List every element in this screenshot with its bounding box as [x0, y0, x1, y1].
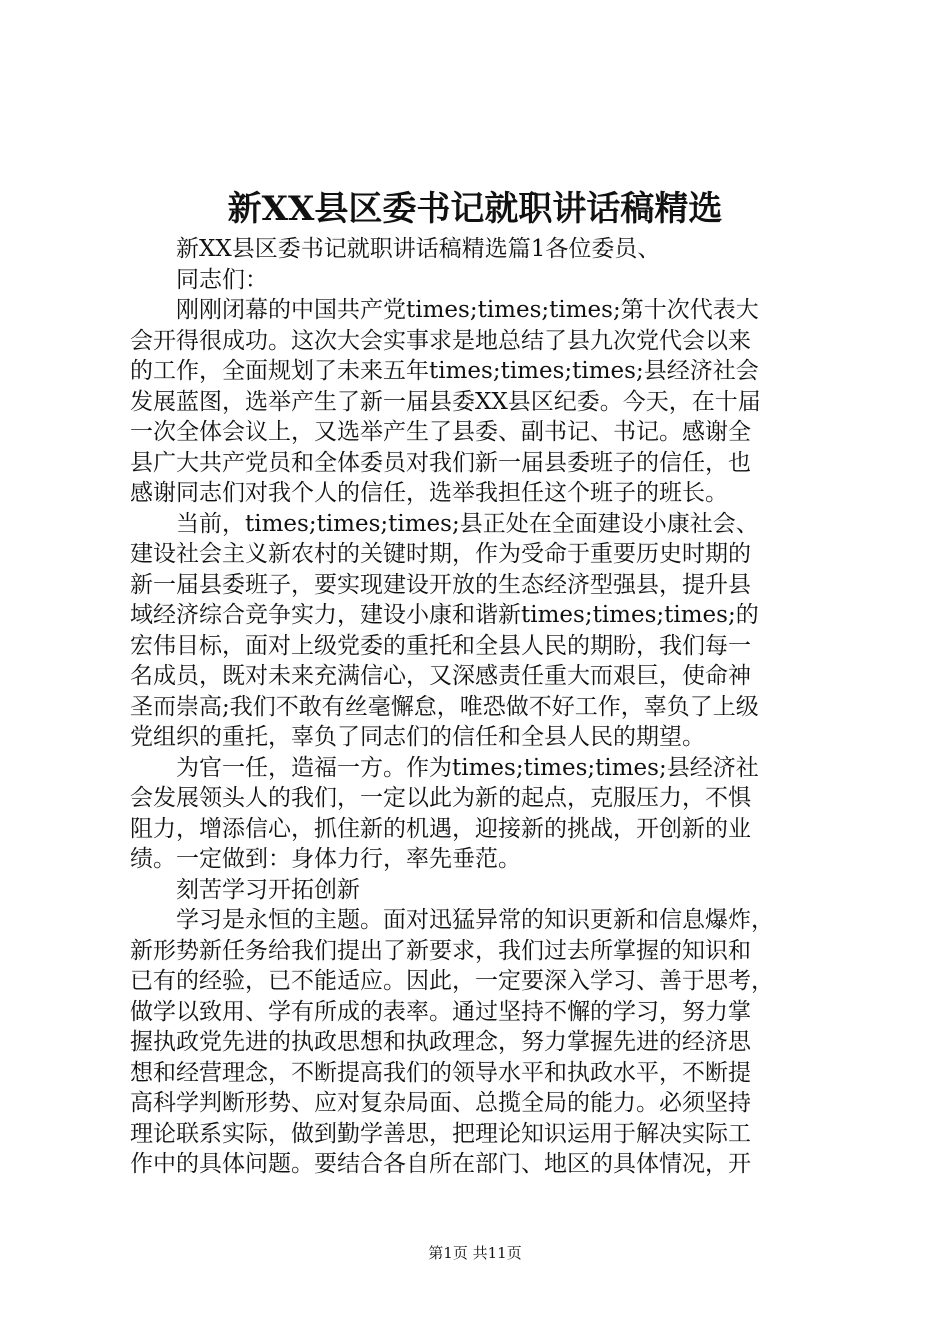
text-line: 发展蓝图，选举产生了新一届县委XX县区纪委。今天，在十届: [130, 388, 761, 415]
text-line: 会开得很成功。这次大会实事求是地总结了县九次党代会以来: [130, 327, 751, 354]
text-line: 建设社会主义新农村的关键时期，作为受命于重要历史时期的: [130, 541, 751, 567]
text-line: 县广大共产党员和全体委员对我们新一届县委班子的信任，也: [130, 449, 751, 476]
text-line: 已有的经验，已不能适应。因此，一定要深入学习、善于思考，: [130, 968, 774, 994]
text-line: 阻力，增添信心，抓住新的机遇，迎接新的挑战，开创新的业: [130, 815, 751, 842]
text-line: 新XX县区委书记就职讲话稿精选篇1各位委员、: [176, 236, 661, 262]
text-line: 为官一任，造福一方。作为times;times;times;县经济社: [176, 754, 759, 781]
text-line: 理论联系实际，做到勤学善思，把理论知识运用于解决实际工: [130, 1120, 751, 1147]
text-line: 圣而崇高;我们不敢有丝毫懈怠，唯恐做不好工作，辜负了上级: [130, 693, 759, 720]
text-line: 感谢同志们对我个人的信任，选举我担任这个班子的班长。: [130, 480, 728, 506]
text-line: 高科学判断形势、应对复杂局面、总揽全局的能力。必须坚持: [130, 1090, 751, 1116]
text-line: 域经济综合竞争实力，建设小康和谐新times;times;times;的: [130, 602, 759, 628]
text-line: 刚刚闭幕的中国共产党times;times;times;第十次代表大: [176, 297, 759, 323]
document-body: [130, 234, 830, 1180]
text-line: 当前，times;times;times;县正处在全面建设小康社会、: [176, 510, 759, 537]
text-line: 会发展领头人的我们，一定以此为新的起点，克服压力，不惧: [130, 785, 751, 811]
text-line: 一次全体会议上，又选举产生了县委、副书记、书记。感谢全: [130, 419, 751, 445]
page-number-footer: 第1页 共11页: [428, 1244, 522, 1262]
text-line: 的工作，全面规划了未来五年times;times;times;县经济社会: [130, 358, 759, 384]
text-line: 新形势新任务给我们提出了新要求，我们过去所掌握的知识和: [130, 937, 751, 964]
text-line: 名成员，既对未来充满信心，又深感责任重大而艰巨，使命神: [130, 663, 751, 689]
text-line: 作中的具体问题。要结合各自所在部门、地区的具体情况，开: [130, 1151, 751, 1177]
text-line: 学习是永恒的主题。面对迅猛异常的知识更新和信息爆炸，: [176, 907, 774, 933]
text-line: 新一届县委班子，要实现建设开放的生态经济型强县，提升县: [130, 571, 751, 598]
text-line: 同志们：: [176, 266, 268, 293]
text-line: 想和经营理念，不断提高我们的领导水平和执政水平，不断提: [130, 1059, 751, 1086]
text-line: 党组织的重托，辜负了同志们的信任和全县人民的期望。: [130, 724, 705, 750]
text-line: 握执政党先进的执政思想和执政理念，努力掌握先进的经济思: [130, 1029, 751, 1055]
text-line: 宏伟目标，面对上级党委的重托和全县人民的期盼，我们每一: [130, 632, 751, 659]
text-line: 做学以致用、学有所成的表率。通过坚持不懈的学习，努力掌: [130, 998, 751, 1025]
text-line: 绩。一定做到：身体力行，率先垂范。: [130, 846, 521, 872]
document-title: 新XX县区委书记就职讲话稿精选: [227, 189, 723, 229]
section-heading: 刻苦学习开拓创新: [176, 876, 360, 903]
